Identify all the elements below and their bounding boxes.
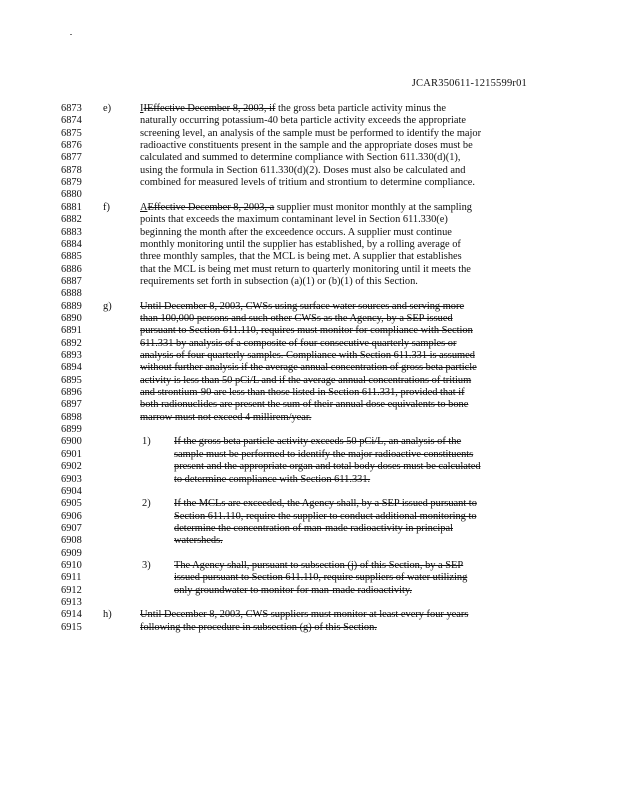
line-text <box>140 338 456 350</box>
line-number: 6911 <box>61 572 82 584</box>
line-text <box>174 436 461 448</box>
text-run: three monthly samples, that the MCL is being met. A supplier that establishes <box>140 251 462 263</box>
subsection-label: 2) <box>142 498 151 510</box>
line-text <box>140 375 471 387</box>
deleted-text: Until December 8, 2003, CWSs using <box>140 300 300 312</box>
document-line <box>0 449 619 461</box>
line-text <box>140 362 477 374</box>
text-run: beginning the month after the exceedence occurs. A supplier must continue <box>140 226 452 238</box>
line-text <box>174 498 477 510</box>
document-line <box>0 535 619 547</box>
line-number: 6894 <box>61 362 82 374</box>
line-number: 6879 <box>61 177 82 189</box>
document-line <box>0 350 619 362</box>
document-line <box>0 498 619 510</box>
deleted-text: If the MCLs are exceeded, the Agency shall, by a SEP issued pursuant to <box>174 498 477 510</box>
line-text <box>174 461 481 473</box>
document-line <box>0 597 619 609</box>
document-line <box>0 548 619 560</box>
line-text <box>140 115 466 127</box>
text-run: points that exceeds the maximum contaminant level in Section 611.330(e) <box>140 214 448 226</box>
deleted-text: If the gross beta particle activity exceeds 50 pCi/L, an analysis of the <box>174 436 462 448</box>
document-line <box>0 313 619 325</box>
deleted-text: Section 611.110, require the supplier to conduct additional monitoring to <box>174 510 477 522</box>
text-run: that the MCL is being met must return to quarterly monitoring until it meets the <box>140 263 471 275</box>
line-number: 6898 <box>61 411 82 423</box>
line-text <box>174 560 463 572</box>
document-line <box>0 115 619 127</box>
line-text <box>140 214 448 226</box>
line-number: 6881 <box>61 201 82 213</box>
document-line <box>0 585 619 597</box>
text-run: calculated and summed to determine compliance with Section 611.330(d)(1), <box>140 152 461 164</box>
text-run: combined for measured levels of tritium and strontium to determine compliance. <box>140 177 476 189</box>
line-number: 6902 <box>61 461 82 473</box>
document-line <box>0 152 619 164</box>
line-text <box>140 202 472 214</box>
document-line <box>0 560 619 572</box>
line-text <box>174 449 473 461</box>
document-line <box>0 251 619 263</box>
deleted-text: following the procedure in subsection (g) of this Section. <box>140 621 377 633</box>
line-text <box>140 152 460 164</box>
document-line <box>0 412 619 424</box>
line-text <box>140 387 465 399</box>
line-number: 6878 <box>61 164 82 176</box>
line-text <box>140 609 468 621</box>
inserted-text: A <box>140 201 148 213</box>
document-line <box>0 264 619 276</box>
subsection-label: 1) <box>142 436 151 448</box>
line-text <box>140 412 311 424</box>
line-number: 6903 <box>61 473 82 485</box>
document-line <box>0 572 619 584</box>
line-number: 6891 <box>61 325 82 337</box>
line-text <box>140 264 471 276</box>
deleted-text: determine the concentration of man-made radioactivity in principal <box>174 522 453 534</box>
deleted-text: The Agency shall, pursuant to subsection (j) of this Section, by a SEP <box>174 560 464 571</box>
document-line <box>0 189 619 201</box>
document-line <box>0 387 619 399</box>
line-number: 6908 <box>61 535 82 547</box>
line-number: 6880 <box>61 189 82 201</box>
document-line <box>0 375 619 387</box>
deleted-text: Until December 8, 2003, CWS suppliers must monitor at least every four years <box>140 609 469 621</box>
document-line <box>0 214 619 226</box>
document-line <box>0 276 619 288</box>
line-number: 6893 <box>61 350 82 361</box>
document-line <box>0 609 619 621</box>
document-line <box>0 486 619 498</box>
deleted-text: to determine compliance with Section 611.331. <box>174 473 371 485</box>
line-text <box>140 177 475 189</box>
document-line <box>0 177 619 189</box>
document-line <box>0 165 619 177</box>
document-line <box>0 202 619 214</box>
line-text <box>140 239 461 251</box>
subsection-label: g) <box>103 300 112 312</box>
line-text <box>140 165 465 177</box>
deleted-text: and strontium-90 are less than those listed in Section 611.331, provided that if <box>140 387 465 399</box>
line-number: 6886 <box>61 263 82 275</box>
line-text <box>140 128 481 140</box>
document-line <box>0 511 619 523</box>
inserted-text: I <box>140 103 144 114</box>
deleted-text: Effective December 8, 2003, if <box>146 103 276 114</box>
document-line <box>0 103 619 115</box>
document-id-header: JCAR350611-1215599r01 <box>411 78 527 89</box>
document-line <box>0 399 619 411</box>
line-number: 6910 <box>61 560 82 571</box>
line-text <box>174 474 370 486</box>
line-text <box>140 276 418 288</box>
line-number: 6873 <box>61 103 82 114</box>
line-number: 6882 <box>61 214 82 226</box>
deleted-text: Effective December 8, 2003, a <box>147 201 275 213</box>
line-number: 6912 <box>61 584 82 596</box>
text-run: monthly monitoring until the supplier has established, by a rolling average of <box>140 238 461 250</box>
line-text <box>140 313 453 325</box>
deleted-text: pursuant to Section 611.110, requires must monitor for compliance with Section <box>140 325 473 337</box>
subsection-label: h) <box>103 609 112 621</box>
deleted-text: I <box>143 103 147 114</box>
line-number: 6875 <box>61 127 82 139</box>
line-number: 6901 <box>61 448 82 460</box>
line-text <box>140 399 468 411</box>
line-number: 6906 <box>61 510 82 522</box>
document-line <box>0 301 619 313</box>
subsection-label: f) <box>103 201 110 213</box>
line-text <box>140 301 464 313</box>
deleted-text: 611.331 by analysis of a composite of four consecutive quarterly samples or <box>140 337 457 349</box>
document-line <box>0 362 619 374</box>
line-number: 6899 <box>61 424 82 436</box>
document-line <box>0 140 619 152</box>
line-text <box>140 227 452 239</box>
deleted-text: watersheds. <box>174 535 223 547</box>
line-number: 6914 <box>61 609 82 621</box>
line-number: 6907 <box>61 522 82 534</box>
subsection-label: 3) <box>142 560 151 571</box>
text-run: radioactive constituents present in the sample and the appropriate doses must be <box>140 140 473 152</box>
line-number: 6905 <box>61 498 82 510</box>
line-number: 6895 <box>61 374 82 386</box>
line-text <box>140 622 377 634</box>
text-run: screening level, an analysis of the sample must be performed to identify the major <box>140 127 482 139</box>
line-number: 6897 <box>61 399 82 411</box>
deleted-text: marrow must not exceed 4 millirem/year. <box>140 411 312 423</box>
line-number: 6915 <box>61 621 82 633</box>
line-number: 6892 <box>61 337 82 349</box>
line-number: 6876 <box>61 140 82 152</box>
line-text <box>140 140 473 152</box>
line-number: 6896 <box>61 387 82 399</box>
text-run: the gross beta particle activity minus the <box>275 103 446 114</box>
scan-speck <box>70 34 72 35</box>
line-text <box>174 511 477 523</box>
document-line <box>0 227 619 239</box>
text-run: using the formula in Section 611.330(d)(2). Doses must also be calculated and <box>140 164 466 176</box>
line-number: 6904 <box>61 485 82 497</box>
document-line <box>0 523 619 535</box>
line-text <box>140 103 446 115</box>
document-line <box>0 288 619 300</box>
line-text <box>174 535 223 547</box>
line-number: 6900 <box>61 436 82 448</box>
deleted-text: both radionuclides are present the sum of their annual dose equivalents to bone <box>140 399 469 411</box>
subsection-label: e) <box>103 103 112 114</box>
line-text <box>174 585 412 597</box>
text-run: naturally occurring potassium-40 beta particle activity exceeds the appropriate <box>140 115 467 127</box>
text-run: requirements set forth in subsection (a)(1) or (b)(1) of this Section. <box>140 275 418 287</box>
line-text <box>174 523 453 535</box>
line-number: 6909 <box>61 547 82 559</box>
document-line <box>0 239 619 251</box>
line-number: 6874 <box>61 115 82 127</box>
deleted-text: only groundwater to monitor for man-made radioactivity. <box>174 584 412 596</box>
line-number: 6889 <box>61 300 82 312</box>
deleted-text: present and the appropriate organ and total body doses must be calculated <box>174 461 481 473</box>
deleted-text: than 100,000 persons and such other CWSs as the Agency, by a SEP issued <box>140 312 453 324</box>
line-text <box>140 325 473 337</box>
document-line <box>0 474 619 486</box>
document-line <box>0 461 619 473</box>
line-number: 6884 <box>61 238 82 250</box>
line-number: 6913 <box>61 597 82 608</box>
line-number: 6883 <box>61 226 82 238</box>
deleted-text: analysis of four quarterly samples. Compliance with Section 611.331 is assumed <box>140 350 475 361</box>
line-number: 6877 <box>61 152 82 164</box>
document-line <box>0 622 619 634</box>
line-text <box>140 251 462 263</box>
document-line <box>0 424 619 436</box>
document-line <box>0 338 619 350</box>
line-text <box>174 572 467 584</box>
line-number: 6887 <box>61 275 82 287</box>
deleted-text: activity is less than 50 pCi/L and if the average annual concentrations of tritium <box>140 374 472 386</box>
deleted-text: surface water sources and serving more <box>299 300 465 312</box>
line-number: 6890 <box>61 312 82 324</box>
line-text <box>140 350 475 362</box>
document-line <box>0 128 619 140</box>
line-number: 6885 <box>61 251 82 263</box>
text-run: supplier must monitor monthly at the sampling <box>274 201 472 213</box>
line-number: 6888 <box>61 288 82 300</box>
deleted-text: sample must be performed to identify the major radioactive constituents <box>174 448 474 460</box>
document-line <box>0 436 619 448</box>
document-line <box>0 325 619 337</box>
deleted-text: issued pursuant to Section 611.110, require suppliers of water utilizing <box>174 572 468 584</box>
deleted-text: without further analysis if the average annual concentration of gross beta particle <box>140 362 477 374</box>
